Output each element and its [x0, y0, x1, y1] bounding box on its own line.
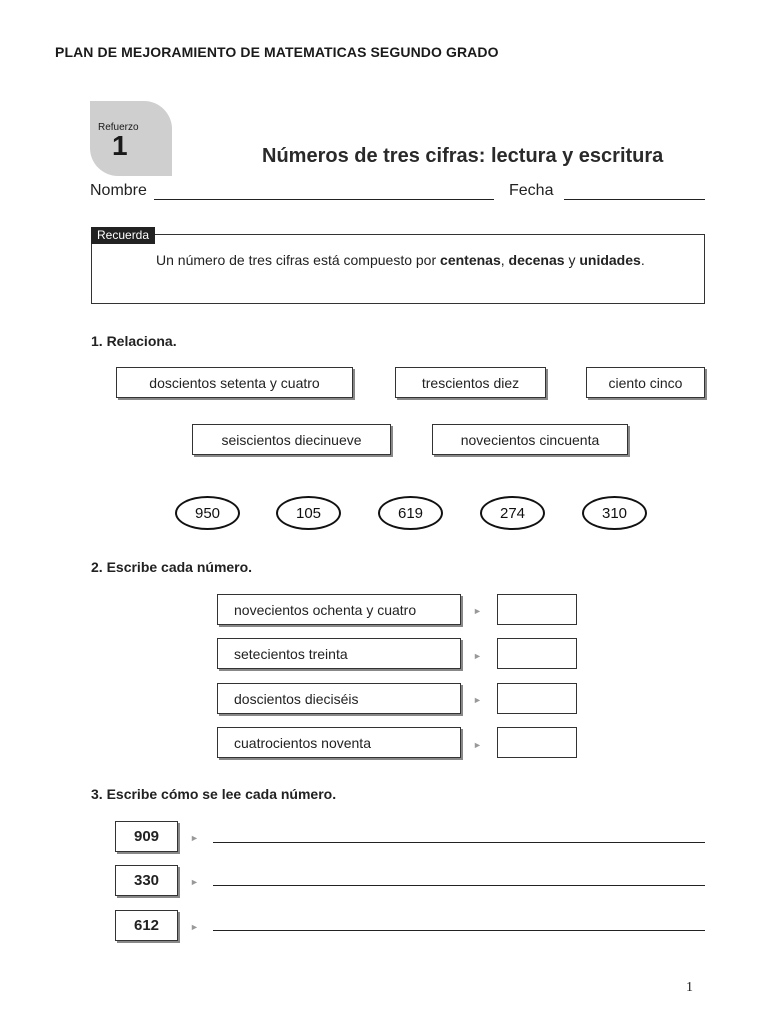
answer-box[interactable] — [497, 683, 577, 714]
section3-title: 3. Escribe cómo se lee cada número. — [91, 786, 337, 802]
answer-line[interactable] — [213, 930, 705, 931]
arrow-icon: ► — [190, 877, 199, 887]
word-box: doscientos setenta y cuatro — [116, 367, 353, 398]
arrow-icon: ► — [473, 695, 482, 705]
page-number: 1 — [686, 980, 693, 995]
date-line[interactable] — [564, 199, 705, 200]
section1-title: 1. Relaciona. — [91, 333, 177, 349]
number-oval: 619 — [378, 496, 443, 530]
sheet-title: Números de tres cifras: lectura y escritura — [262, 145, 664, 167]
answer-line[interactable] — [213, 885, 705, 886]
badge-number: 1 — [112, 130, 128, 161]
number-oval: 105 — [276, 496, 341, 530]
number-oval: 310 — [582, 496, 647, 530]
arrow-icon: ► — [473, 740, 482, 750]
answer-box[interactable] — [497, 594, 577, 625]
word-box: doscientos dieciséis — [217, 683, 461, 714]
word-box: seiscientos diecinueve — [192, 424, 391, 455]
arrow-icon: ► — [190, 922, 199, 932]
arrow-icon: ► — [190, 833, 199, 843]
arrow-icon: ► — [473, 606, 482, 616]
name-line[interactable] — [154, 199, 494, 200]
date-label: Fecha — [509, 182, 554, 199]
arrow-icon: ► — [473, 651, 482, 661]
refuerzo-badge — [90, 101, 172, 176]
section2-title: 2. Escribe cada número. — [91, 559, 253, 575]
answer-line[interactable] — [213, 842, 705, 843]
name-label: Nombre — [90, 182, 147, 199]
number-oval: 950 — [175, 496, 240, 530]
recuerda-text: Un número de tres cifras está compuesto por centenas, decenas y unidades. — [156, 252, 645, 268]
badge-label: Refuerzo — [98, 122, 139, 133]
word-box: cuatrocientos noventa — [217, 727, 461, 758]
answer-box[interactable] — [497, 638, 577, 669]
number-box: 330 — [115, 865, 178, 896]
number-box: 909 — [115, 821, 178, 852]
number-box: 612 — [115, 910, 178, 941]
document-header: PLAN DE MEJORAMIENTO DE MATEMATICAS SEGUNDO GRADO — [55, 44, 499, 60]
answer-box[interactable] — [497, 727, 577, 758]
word-box: novecientos ochenta y cuatro — [217, 594, 461, 625]
word-box: ciento cinco — [586, 367, 705, 398]
recuerda-tag: Recuerda — [91, 227, 155, 244]
word-box: novecientos cincuenta — [432, 424, 628, 455]
number-oval: 274 — [480, 496, 545, 530]
word-box: setecientos treinta — [217, 638, 461, 669]
word-box: trescientos diez — [395, 367, 546, 398]
